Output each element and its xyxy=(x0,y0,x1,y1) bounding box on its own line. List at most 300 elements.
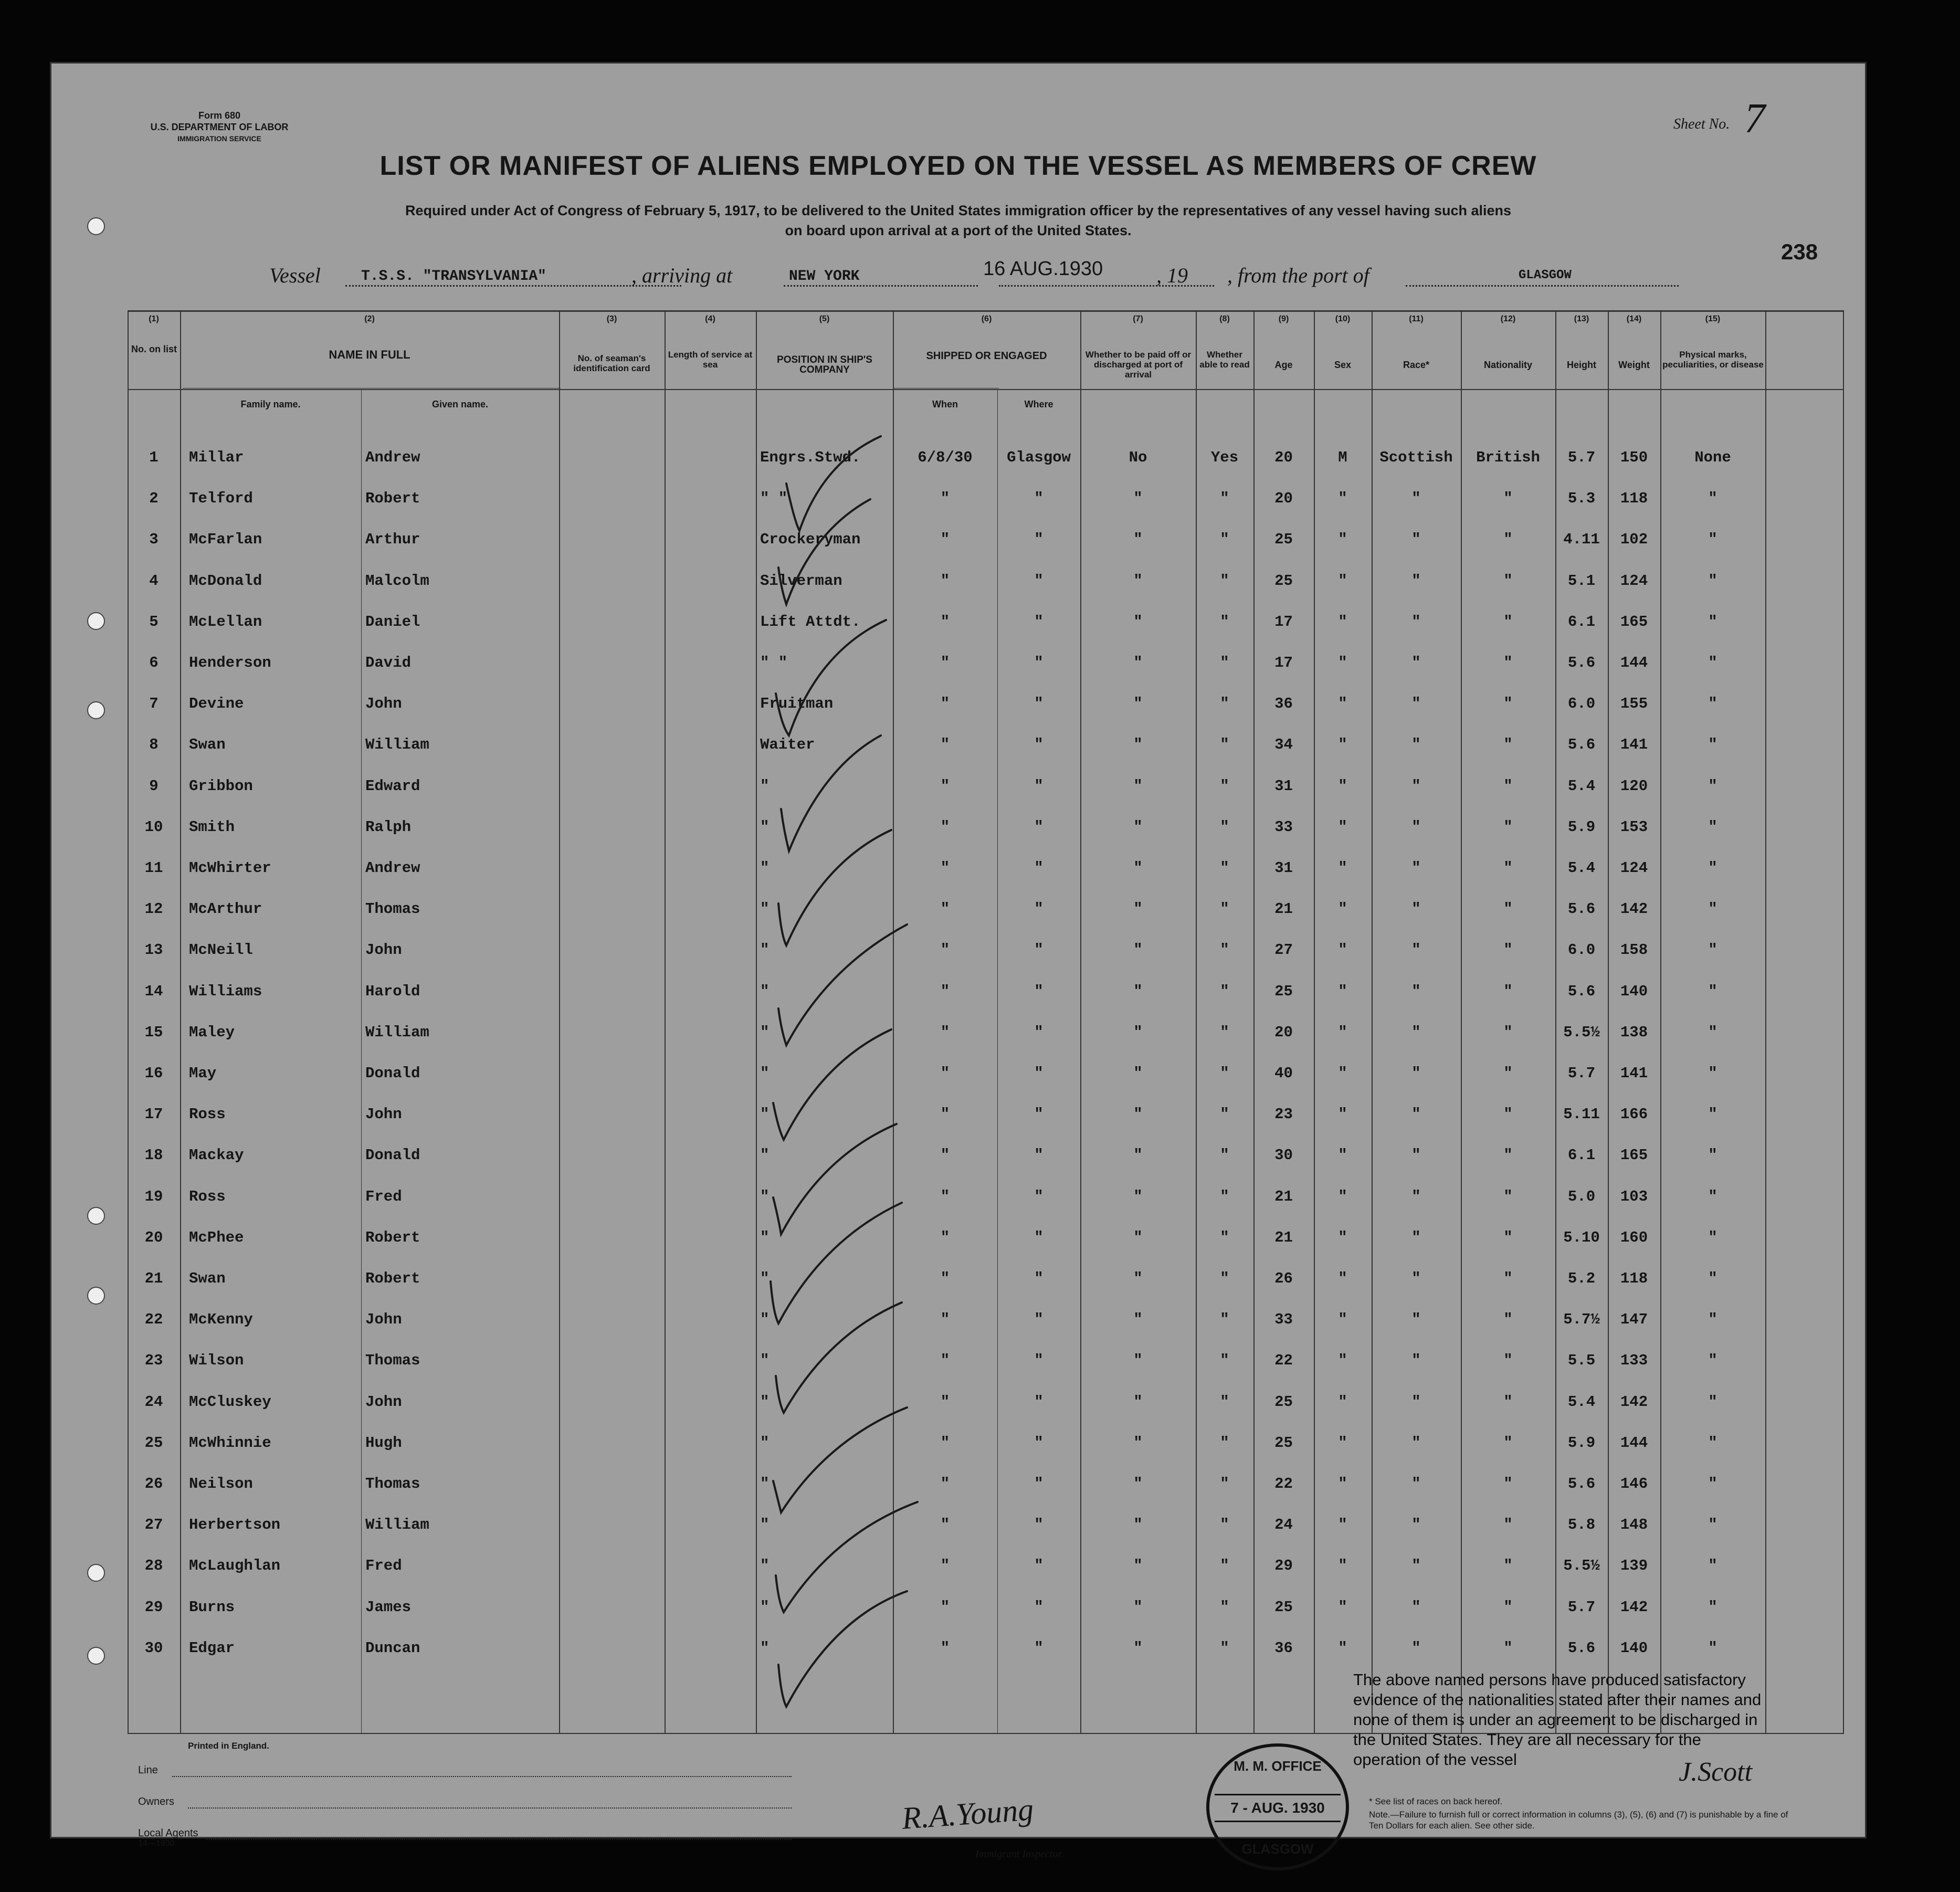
cell-family: Ross xyxy=(189,1188,226,1205)
cell-height: 6.1 xyxy=(1567,613,1596,630)
cell-family: Williams xyxy=(189,983,262,1000)
cell-where: " xyxy=(1034,1516,1044,1533)
cell-no: 17 xyxy=(144,1106,163,1123)
cell-sex: " xyxy=(1338,859,1347,877)
cell-nationality: " xyxy=(1503,1393,1513,1411)
cell-when: " xyxy=(940,572,950,590)
master-signature: J.Scott xyxy=(1679,1757,1753,1787)
cell-no: 5 xyxy=(149,613,159,630)
cell-sex: " xyxy=(1338,1270,1347,1287)
cell-read: " xyxy=(1220,1065,1229,1082)
cell-race: " xyxy=(1411,1106,1421,1123)
cell-given: Robert xyxy=(365,1229,420,1246)
cell-paid: " xyxy=(1133,818,1143,836)
cell-no: 7 xyxy=(149,695,159,712)
cell-position: " xyxy=(760,1557,770,1574)
cell-position: Waiter xyxy=(760,736,815,753)
cell-marks: " xyxy=(1708,1352,1717,1369)
page-number: 238 xyxy=(1781,239,1818,264)
cell-height: 5.5½ xyxy=(1563,1557,1600,1574)
cell-where: " xyxy=(1034,1106,1044,1123)
cell-marks: " xyxy=(1708,490,1717,507)
cell-marks: " xyxy=(1708,654,1717,671)
cell-given: John xyxy=(365,695,402,712)
cell-race: " xyxy=(1411,983,1421,1000)
cell-given: William xyxy=(365,1024,429,1041)
cell-when: 6/8/30 xyxy=(918,449,973,466)
cell-given: David xyxy=(365,654,412,671)
cell-read: Yes xyxy=(1210,449,1239,466)
cell-weight: 150 xyxy=(1620,449,1648,466)
cell-family: McKenny xyxy=(189,1311,253,1328)
punch-hole xyxy=(87,1564,105,1582)
col-number: (4) xyxy=(705,314,715,323)
cell-age: 17 xyxy=(1274,613,1293,630)
manifest-sheet xyxy=(50,62,1867,1860)
owners-label: Owners xyxy=(138,1796,174,1807)
cell-read: " xyxy=(1220,531,1229,548)
cell-weight: 142 xyxy=(1620,1393,1648,1411)
cell-given: Hugh xyxy=(365,1434,402,1452)
cell-race: " xyxy=(1411,777,1421,795)
cell-paid: " xyxy=(1133,777,1143,795)
header-nationality: Nationality xyxy=(1483,360,1532,370)
cell-given: John xyxy=(365,941,402,959)
cell-weight: 141 xyxy=(1620,736,1648,753)
cell-marks: " xyxy=(1708,859,1717,877)
cell-no: 24 xyxy=(144,1393,163,1411)
cell-height: 5.5½ xyxy=(1563,1024,1600,1041)
cell-race: " xyxy=(1411,859,1421,877)
cell-nationality: " xyxy=(1503,695,1513,712)
cell-age: 29 xyxy=(1274,1557,1293,1574)
cell-weight: 144 xyxy=(1620,1434,1648,1452)
cell-family: Ross xyxy=(189,1106,226,1123)
inspector-signature: R.A.Young xyxy=(900,1792,1035,1836)
cell-where: " xyxy=(1034,900,1044,918)
cell-family: McLellan xyxy=(189,613,262,630)
cell-paid: " xyxy=(1133,572,1143,590)
cell-position: " xyxy=(760,1475,770,1492)
cell-position: " xyxy=(760,1516,770,1533)
cell-family: May xyxy=(189,1065,217,1082)
cell-paid: " xyxy=(1133,1352,1143,1369)
cell-marks: " xyxy=(1708,572,1717,590)
cell-nationality: " xyxy=(1503,983,1513,1000)
cell-when: " xyxy=(940,654,950,671)
cell-height: 5.11 xyxy=(1563,1106,1600,1123)
cell-height: 5.6 xyxy=(1567,900,1596,918)
cell-sex: " xyxy=(1338,1147,1347,1164)
cell-family: Herbertson xyxy=(189,1516,281,1533)
cell-nationality: " xyxy=(1503,1352,1513,1369)
col-number: (2) xyxy=(364,314,375,323)
cell-weight: 124 xyxy=(1620,572,1648,590)
cell-nationality: " xyxy=(1503,1229,1513,1246)
cell-when: " xyxy=(940,818,950,836)
cell-race: " xyxy=(1411,654,1421,671)
cell-weight: 120 xyxy=(1620,777,1648,795)
cell-family: Telford xyxy=(189,490,253,507)
cell-when: " xyxy=(940,1311,950,1328)
cell-where: " xyxy=(1034,777,1044,795)
cell-position: " xyxy=(760,1147,770,1164)
cell-height: 5.6 xyxy=(1567,1639,1596,1657)
cell-read: " xyxy=(1220,490,1229,507)
col-number: (9) xyxy=(1278,314,1289,323)
cell-family: McPhee xyxy=(189,1229,244,1246)
cell-paid: No xyxy=(1129,449,1147,466)
cell-read: " xyxy=(1220,1599,1229,1616)
cell-position: " xyxy=(760,941,770,959)
cell-paid: " xyxy=(1133,1147,1143,1164)
cell-when: " xyxy=(940,1557,950,1574)
cell-age: 22 xyxy=(1274,1352,1293,1369)
header-sex: Sex xyxy=(1334,360,1352,370)
col-number: (13) xyxy=(1574,314,1589,323)
cell-read: " xyxy=(1220,1147,1229,1164)
vessel-label: Vessel xyxy=(269,264,321,287)
cell-given: Arthur xyxy=(365,531,420,548)
cell-family: McWhirter xyxy=(189,859,271,877)
cell-when: " xyxy=(940,1024,950,1041)
cell-where: " xyxy=(1034,859,1044,877)
cell-race: Scottish xyxy=(1379,449,1453,466)
manifest-subtitle-2: on board upon arrival at a port of the United States. xyxy=(785,223,1132,238)
cell-marks: " xyxy=(1708,941,1717,959)
cell-read: " xyxy=(1220,572,1229,590)
cell-age: 31 xyxy=(1274,859,1293,877)
cell-position: Engrs.Stwd. xyxy=(760,449,861,466)
arriving-label: , arriving at xyxy=(631,264,733,287)
cell-given: William xyxy=(365,736,429,753)
cell-race: " xyxy=(1411,736,1421,753)
cell-age: 30 xyxy=(1274,1147,1293,1164)
cell-family: Burns xyxy=(189,1599,235,1616)
cell-race: " xyxy=(1411,572,1421,590)
col-number: (6) xyxy=(981,314,992,323)
cell-position: Lift Attdt. xyxy=(760,613,861,630)
cell-family: Maley xyxy=(189,1024,235,1041)
cell-where: Glasgow xyxy=(1007,449,1071,466)
cell-position: Crockeryman xyxy=(760,531,861,548)
cell-given: Fred xyxy=(365,1557,402,1574)
header-length-service: Length of service at sea xyxy=(668,350,753,370)
cell-given: John xyxy=(365,1106,402,1123)
cell-where: " xyxy=(1034,1188,1044,1205)
cell-weight: 124 xyxy=(1620,859,1648,877)
cell-family: Mackay xyxy=(189,1147,244,1164)
cell-when: " xyxy=(940,1475,950,1492)
cell-position: " xyxy=(760,1106,770,1123)
cell-sex: " xyxy=(1338,531,1347,548)
cell-weight: 147 xyxy=(1620,1311,1648,1328)
cell-paid: " xyxy=(1133,1229,1143,1246)
cell-family: McFarlan xyxy=(189,531,262,548)
cell-height: 6.0 xyxy=(1567,941,1596,959)
cell-marks: " xyxy=(1708,1393,1717,1411)
cell-where: " xyxy=(1034,983,1044,1000)
cell-sex: " xyxy=(1338,818,1347,836)
cell-no: 25 xyxy=(144,1434,163,1452)
cell-height: 5.6 xyxy=(1567,983,1596,1000)
cell-given: Robert xyxy=(365,490,420,507)
header-marks: Physical marks, peculiarities, or disease xyxy=(1662,350,1764,370)
cell-marks: " xyxy=(1708,1311,1717,1328)
col-number: (1) xyxy=(149,314,159,323)
cell-paid: " xyxy=(1133,1599,1143,1616)
arrival-date: 16 AUG.1930 xyxy=(983,258,1103,280)
cell-sex: " xyxy=(1338,1065,1347,1082)
cell-race: " xyxy=(1411,1599,1421,1616)
cell-position: " " xyxy=(760,490,788,507)
cell-height: 6.0 xyxy=(1567,695,1596,712)
cell-where: " xyxy=(1034,490,1044,507)
cell-no: 8 xyxy=(149,736,159,753)
cell-weight: 118 xyxy=(1620,490,1648,507)
agents-label: Local Agents xyxy=(138,1827,198,1839)
inspector-label: Immigrant Inspector. xyxy=(975,1848,1063,1860)
cell-read: " xyxy=(1220,941,1229,959)
cell-family: McArthur xyxy=(189,900,262,918)
vessel-line xyxy=(51,258,1865,300)
cell-when: " xyxy=(940,1065,950,1082)
cell-paid: " xyxy=(1133,1024,1143,1041)
header-height: Height xyxy=(1567,360,1596,370)
cell-weight: 165 xyxy=(1620,613,1648,630)
cell-marks: " xyxy=(1708,1147,1717,1164)
cell-sex: " xyxy=(1338,1352,1347,1369)
cell-no: 15 xyxy=(144,1024,163,1041)
cell-age: 25 xyxy=(1274,1599,1293,1616)
form-number: Form 680 xyxy=(198,110,241,121)
cell-family: Millar xyxy=(189,449,244,466)
cell-nationality: British xyxy=(1476,449,1540,466)
cell-position: " xyxy=(760,1065,770,1082)
cell-weight: 142 xyxy=(1620,900,1648,918)
cell-when: " xyxy=(940,490,950,507)
cell-position: " xyxy=(760,1229,770,1246)
cell-read: " xyxy=(1220,1639,1229,1657)
cell-race: " xyxy=(1411,941,1421,959)
cell-read: " xyxy=(1220,1270,1229,1287)
cell-nationality: " xyxy=(1503,1434,1513,1452)
department-name: U.S. DEPARTMENT OF LABOR xyxy=(150,122,289,132)
cell-height: 5.4 xyxy=(1567,1393,1596,1411)
cell-no: 18 xyxy=(144,1147,163,1164)
cell-when: " xyxy=(940,1516,950,1533)
cell-marks: " xyxy=(1708,695,1717,712)
cell-read: " xyxy=(1220,654,1229,671)
cell-when: " xyxy=(940,777,950,795)
cell-read: " xyxy=(1220,1557,1229,1574)
header-able-read: Whether able to read xyxy=(1199,350,1250,370)
col-number: (11) xyxy=(1409,314,1424,323)
cell-weight: 166 xyxy=(1620,1106,1648,1123)
cell-weight: 141 xyxy=(1620,1065,1648,1082)
cell-when: " xyxy=(940,941,950,959)
line-label: Line xyxy=(138,1764,158,1776)
manifest-subtitle-1: Required under Act of Congress of February 5, 1917, to be delivered to the United States immigration officer by the representatives of any vessel having such aliens xyxy=(405,203,1512,218)
cell-family: McDonald xyxy=(189,572,262,590)
cell-marks: " xyxy=(1708,900,1717,918)
cell-sex: " xyxy=(1338,613,1347,630)
cell-age: 25 xyxy=(1274,531,1293,548)
cell-where: " xyxy=(1034,1475,1044,1492)
cell-no: 16 xyxy=(144,1065,163,1082)
cell-race: " xyxy=(1411,818,1421,836)
cell-family: McWhinnie xyxy=(189,1434,271,1452)
cell-race: " xyxy=(1411,900,1421,918)
stamp-top-text: M. M. OFFICE xyxy=(1234,1758,1322,1774)
cell-height: 5.3 xyxy=(1567,490,1596,507)
cell-race: " xyxy=(1411,1557,1421,1574)
cell-race: " xyxy=(1411,490,1421,507)
check-marks xyxy=(750,431,1012,1759)
cell-race: " xyxy=(1411,1311,1421,1328)
cell-paid: " xyxy=(1133,859,1143,877)
cell-where: " xyxy=(1034,1065,1044,1082)
cell-when: " xyxy=(940,1599,950,1616)
cell-age: 24 xyxy=(1274,1516,1293,1533)
cell-paid: " xyxy=(1133,1311,1143,1328)
cell-position: " xyxy=(760,818,770,836)
header-given-name: Given name. xyxy=(431,399,489,409)
cell-paid: " xyxy=(1133,1065,1143,1082)
cell-where: " xyxy=(1034,736,1044,753)
cell-sex: " xyxy=(1338,1639,1347,1657)
cell-given: Thomas xyxy=(365,1352,420,1369)
cell-marks: " xyxy=(1708,1270,1717,1287)
header-paid-off: Whether to be paid off or discharged at port of arrival xyxy=(1085,350,1192,380)
cell-position: " xyxy=(760,1352,770,1369)
cell-weight: 138 xyxy=(1620,1024,1648,1041)
cell-weight: 140 xyxy=(1620,1639,1648,1657)
cell-no: 22 xyxy=(144,1311,163,1328)
punch-hole xyxy=(87,1647,105,1665)
cell-no: 10 xyxy=(144,818,163,836)
cell-family: Wilson xyxy=(189,1352,244,1369)
cell-when: " xyxy=(940,736,950,753)
cell-weight: 133 xyxy=(1620,1352,1648,1369)
cell-marks: " xyxy=(1708,777,1717,795)
cell-read: " xyxy=(1220,1229,1229,1246)
cell-age: 25 xyxy=(1274,1434,1293,1452)
cell-height: 6.1 xyxy=(1567,1147,1596,1164)
cell-weight: 160 xyxy=(1620,1229,1648,1246)
cell-sex: " xyxy=(1338,983,1347,1000)
cell-paid: " xyxy=(1133,1393,1143,1411)
stamp-bottom-text: GLASGOW xyxy=(1241,1841,1314,1857)
from-port: GLASGOW xyxy=(1519,268,1572,282)
cell-race: " xyxy=(1411,1639,1421,1657)
cell-position: " xyxy=(760,900,770,918)
cell-age: 33 xyxy=(1274,818,1293,836)
cell-race: " xyxy=(1411,1270,1421,1287)
cell-paid: " xyxy=(1133,1475,1143,1492)
cell-race: " xyxy=(1411,1024,1421,1041)
cell-marks: " xyxy=(1708,1475,1717,1492)
cell-paid: " xyxy=(1133,613,1143,630)
cell-read: " xyxy=(1220,818,1229,836)
cell-given: Edward xyxy=(365,777,420,795)
cell-family: Swan xyxy=(189,736,226,753)
cell-when: " xyxy=(940,1106,950,1123)
cell-where: " xyxy=(1034,818,1044,836)
cell-sex: " xyxy=(1338,1599,1347,1616)
cell-where: " xyxy=(1034,1147,1044,1164)
cell-read: " xyxy=(1220,1393,1229,1411)
cell-no: 21 xyxy=(144,1270,163,1287)
cell-no: 29 xyxy=(144,1599,163,1616)
cell-weight: 144 xyxy=(1620,654,1648,671)
cell-paid: " xyxy=(1133,490,1143,507)
cell-nationality: " xyxy=(1503,1475,1513,1492)
punch-hole xyxy=(87,701,105,719)
header-shipped: SHIPPED OR ENGAGED xyxy=(926,350,1047,362)
cell-where: " xyxy=(1034,613,1044,630)
header-family-name: Family name. xyxy=(240,399,301,409)
cell-position: " xyxy=(760,1639,770,1657)
cell-position: " xyxy=(760,983,770,1000)
header-when: When xyxy=(932,399,958,409)
cell-where: " xyxy=(1034,1024,1044,1041)
cell-marks: " xyxy=(1708,1516,1717,1533)
cell-sex: " xyxy=(1338,572,1347,590)
cell-weight: 118 xyxy=(1620,1270,1648,1287)
cell-height: 5.10 xyxy=(1563,1229,1600,1246)
cell-race: " xyxy=(1411,1147,1421,1164)
cell-weight: 146 xyxy=(1620,1475,1648,1492)
printed-note: Printed in England. xyxy=(188,1741,269,1751)
cell-paid: " xyxy=(1133,1639,1143,1657)
cell-position: " xyxy=(760,1434,770,1452)
cell-nationality: " xyxy=(1503,1024,1513,1041)
cell-marks: " xyxy=(1708,818,1717,836)
cell-nationality: " xyxy=(1503,1188,1513,1205)
cell-no: 27 xyxy=(144,1516,163,1533)
cell-position: " xyxy=(760,777,770,795)
cell-where: " xyxy=(1034,1311,1044,1328)
cell-read: " xyxy=(1220,1311,1229,1328)
cell-when: " xyxy=(940,531,950,548)
cell-no: 12 xyxy=(144,900,163,918)
cell-nationality: " xyxy=(1503,1599,1513,1616)
col-number: (8) xyxy=(1219,314,1230,323)
cell-when: " xyxy=(940,1147,950,1164)
cell-where: " xyxy=(1034,1639,1044,1657)
cell-nationality: " xyxy=(1503,654,1513,671)
cell-weight: 139 xyxy=(1620,1557,1648,1574)
header-weight: Weight xyxy=(1618,360,1650,370)
cell-age: 34 xyxy=(1274,736,1293,753)
cell-position: " xyxy=(760,1024,770,1041)
cell-read: " xyxy=(1220,983,1229,1000)
cell-paid: " xyxy=(1133,531,1143,548)
cell-where: " xyxy=(1034,1352,1044,1369)
cell-no: 14 xyxy=(144,983,163,1000)
cell-family: Edgar xyxy=(189,1639,235,1657)
cell-weight: 140 xyxy=(1620,983,1648,1000)
cell-nationality: " xyxy=(1503,613,1513,630)
cell-given: Harold xyxy=(365,983,420,1000)
cell-read: " xyxy=(1220,613,1229,630)
cell-position: " xyxy=(760,1311,770,1328)
cell-no: 1 xyxy=(149,449,159,466)
cell-nationality: " xyxy=(1503,1516,1513,1533)
cell-family: McLaughlan xyxy=(189,1557,281,1574)
cell-paid: " xyxy=(1133,1106,1143,1123)
